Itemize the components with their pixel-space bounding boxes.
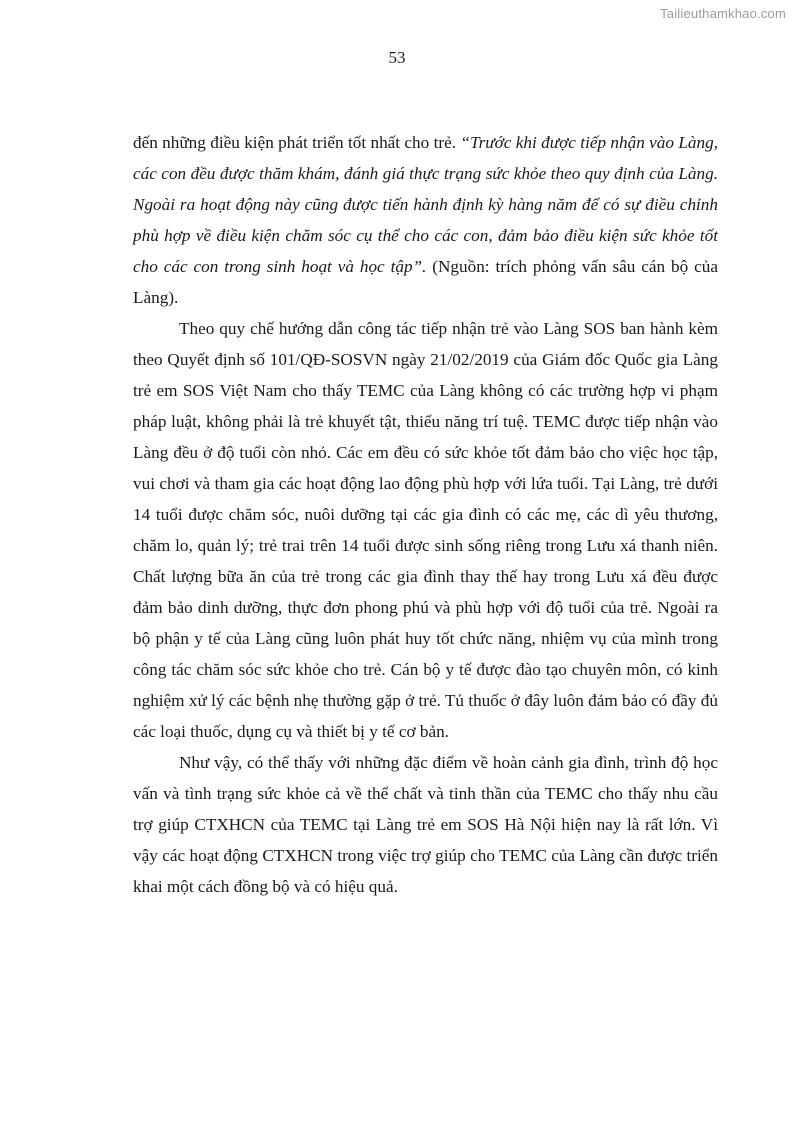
- document-body: [133, 127, 718, 902]
- paragraph-1-lead: đến những điều kiện phát triển tốt nhất cho trẻ.: [133, 133, 461, 152]
- watermark: Tailieuthamkhao.com: [660, 6, 786, 21]
- interview-quote: “Trước khi được tiếp nhận vào Làng, các con đều được thăm khám, đánh giá thực trạng sức khỏe theo quy định của Làng. Ngoài ra hoạt động này cũng được tiến hành định kỳ hàng năm để có sự điều chỉnh phù hợp về điều kiện chăm sóc cụ thể cho các con, đảm bảo điều kiện sức khỏe tốt cho các con trong sinh hoạt và học tập”.: [133, 133, 718, 276]
- paragraph-2: Theo quy chế hướng dẫn công tác tiếp nhận trẻ vào Làng SOS ban hành kèm theo Quyết định số 101/QĐ-SOSVN ngày 21/02/2019 của Giám đốc Quốc gia Làng trẻ em SOS Việt Nam cho thấy TEMC của Làng không có các trường hợp vi phạm pháp luật, không phải là trẻ khuyết tật, thiểu năng trí tuệ. TEMC được tiếp nhận vào Làng đều ở độ tuổi còn nhỏ. Các em đều có sức khỏe tốt đảm bảo cho việc học tập, vui chơi và tham gia các hoạt động lao động phù hợp với lứa tuổi. Tại Làng, trẻ dưới 14 tuổi được chăm sóc, nuôi dưỡng tại các gia đình có các mẹ, các dì yêu thương, chăm lo, quản lý; trẻ trai trên 14 tuổi được sinh sống riêng trong Lưu xá thanh niên. Chất lượng bữa ăn của trẻ trong các gia đình thay thế hay trong Lưu xá đều được đảm bảo dinh dưỡng, thực đơn phong phú và phù hợp với độ tuổi của trẻ. Ngoài ra bộ phận y tế của Làng cũng luôn phát huy tốt chức năng, nhiệm vụ của mình trong công tác chăm sóc sức khỏe cho trẻ. Cán bộ y tế được đào tạo chuyên môn, có kinh nghiệm xử lý các bệnh nhẹ thường gặp ở trẻ. Tủ thuốc ở đây luôn đảm bảo có đầy đủ các loại thuốc, dụng cụ và thiết bị y tế cơ bản.: [133, 319, 718, 741]
- paragraph-3: Như vậy, có thể thấy với những đặc điểm về hoàn cảnh gia đình, trình độ học vấn và tình trạng sức khỏe cả về thể chất và tinh thần của TEMC cho thấy nhu cầu trợ giúp CTXHCN của TEMC tại Làng trẻ em SOS Hà Nội hiện nay là rất lớn. Vì vậy các hoạt động CTXHCN trong việc trợ giúp cho TEMC của Làng cần được triển khai một cách đồng bộ và có hiệu quả.: [133, 753, 718, 896]
- paragraph-1: [133, 127, 718, 313]
- quote-source: (Nguồn: trích phỏng vấn sâu cán bộ của Làng).: [133, 257, 718, 307]
- page-number: 53: [388, 48, 406, 67]
